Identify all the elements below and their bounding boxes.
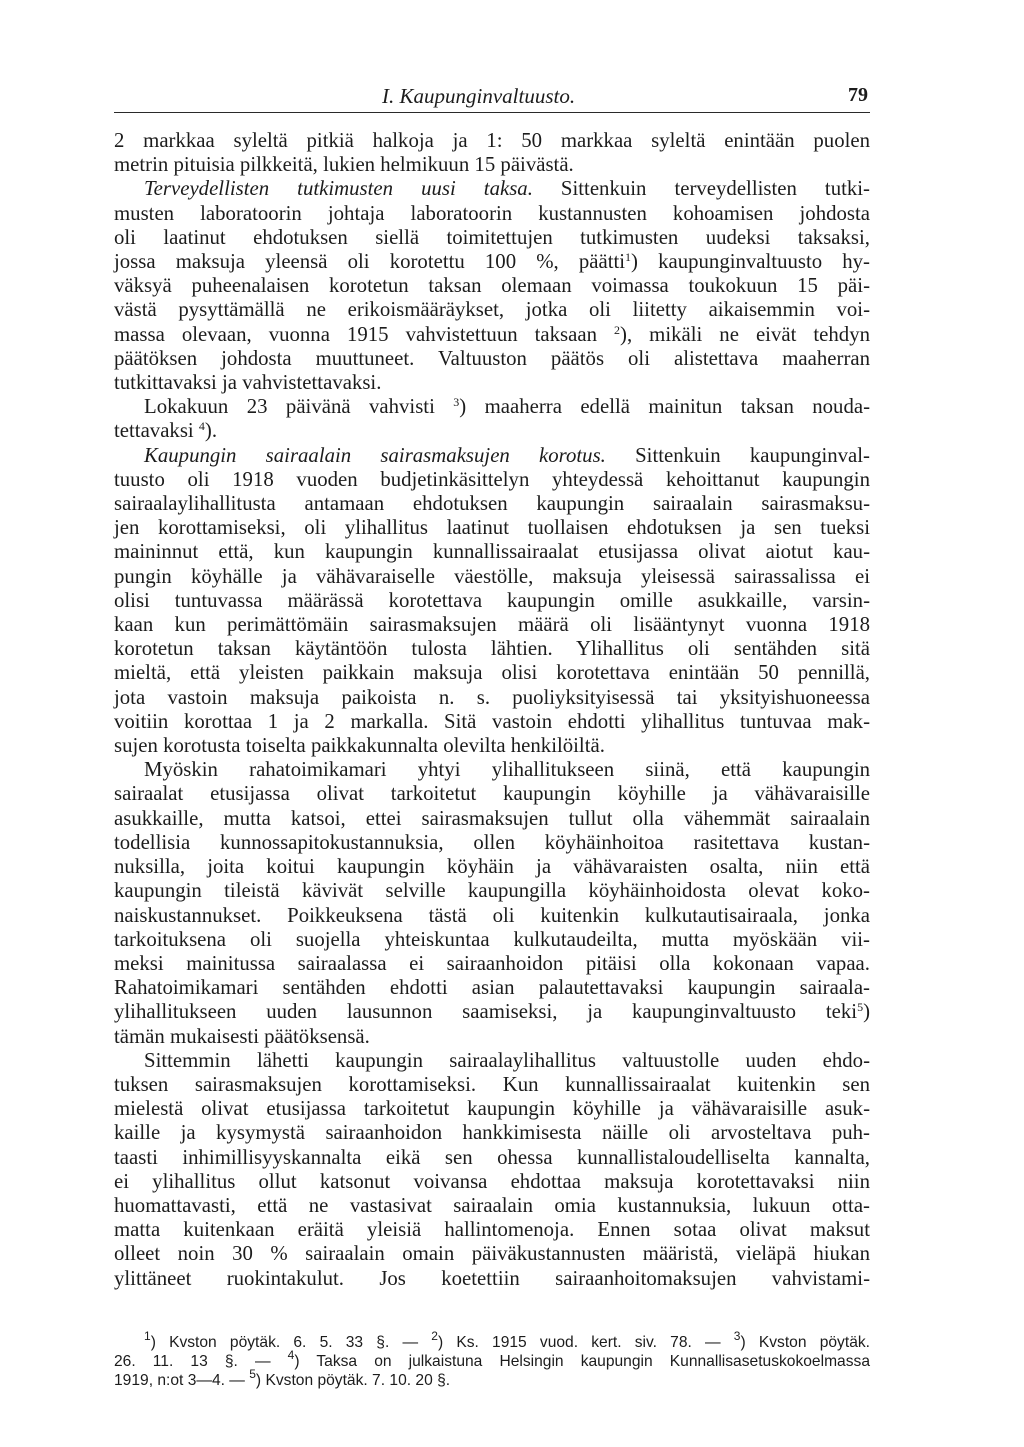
footnote-number: 1 <box>144 1328 151 1343</box>
text-line: tarkoituksena oli suojella yhteiskuntaa kulkutaudeilta, mutta myöskään vii- <box>114 927 870 951</box>
footnote-ref: 2 <box>614 322 621 337</box>
text-line: matta kuitenkaan eräitä yleisiä hallintomenoja. Ennen sotaa olivat maksut <box>114 1218 870 1242</box>
text-line: ei ylihallitus ollut katsonut voivansa ehdottaa maksuja korotettavaksi niin <box>114 1169 870 1193</box>
text-line: tuksen sairasmaksujen korottamiseksi. Kun kunnallissairaalat kuitenkin sen <box>114 1072 870 1096</box>
text-line: olisi tuntuvassa määrässä korotettava kaupungin omille asukkaille, varsin- <box>114 588 870 612</box>
italic-heading: Kaupungin sairaalain sairasmaksujen korotus. <box>144 443 606 467</box>
text-line: mielestä olivat etusijassa tarkoitetut kaupungin köyhille ja vähävaraisille asuk- <box>114 1097 870 1121</box>
text-line: Lokakuun 23 päivänä vahvisti $^3$) maaherra edellä mainitun taksan nouda- <box>144 395 870 419</box>
text-line: meksi mainitussa sairaalassa ei sairaanhoidon pitäisi olla kokonaan vapaa. <box>114 951 870 975</box>
text-line: kaupungin tileistä kävivät selville kaupungilla köyhäinhoidosta olevat koko- <box>114 879 870 903</box>
text-line: pungin köyhälle ja vähävaraiselle väestölle, maksuja yleisessä sairassalissa ei <box>114 564 870 588</box>
document-page <box>114 78 870 1390</box>
footnote-number: 5 <box>249 1366 256 1381</box>
text-line: västä pysyttämällä ne erikoismääräykset, jotka oli liitetty aikaisemmin voi- <box>114 298 870 322</box>
text-line: mieltä, että yleisten paikkain maksuja olisi korotettava enintään 50 pennillä, <box>114 661 870 685</box>
text-line: sairaalat etusijassa olivat tarkoitetut kaupungin köyhille ja vähävaraisille <box>114 782 870 806</box>
footnote-number: 2 <box>431 1328 438 1343</box>
text-line: Kaupungin sairaalain sairasmaksujen korotus. Sittenkuin kaupunginval- <box>144 443 870 467</box>
text-line: kaille ja kysymystä sairaanhoidon hankkimisesta näille oli arvosteltava puh- <box>114 1121 870 1145</box>
footnote-ref: 4 <box>198 419 205 434</box>
text-line: sairaalaylihallitusta antamaan ehdotuksen kaupungin sairaalain sairasmaksu- <box>114 492 870 516</box>
text-line: todellisia kunnossapitokustannuksia, ollen köyhäinhoitoa rasitettava kustan- <box>114 830 870 854</box>
text-line: korotetun taksan käytäntöön tulosta lähtien. Ylihallitus oli sentähden sitä <box>114 637 870 661</box>
footnote-ref: 5 <box>857 1000 864 1015</box>
footnote-number: 4 <box>287 1347 295 1362</box>
text-line: metrin pituisia pilkkeitä, lukien helmikuun 15 päivästä. <box>114 153 574 177</box>
text-line: kaan kun perimättömäin sairasmaksujen määrä oli lisääntynyt vuonna 1918 <box>114 613 870 637</box>
text-line: Myöskin rahatoimikamari yhtyi ylihallitukseen siinä, että kaupungin <box>144 758 870 782</box>
footnote-ref: 1 <box>625 250 632 265</box>
text-line: ylittäneet ruokintakulut. Jos koetettiin sairaanhoitomaksujen vahvistami- <box>114 1266 870 1290</box>
text-line: Sittemmin lähetti kaupungin sairaalaylihallitus valtuustolle uuden ehdo- <box>144 1048 870 1072</box>
text-line: oli laatinut ehdotuksen siellä toimitettujen tutkimusten uudeksi taksaksi, <box>114 225 870 249</box>
text-line: taasti inhimillisyyskannalta eikä sen ohessa kunnallistaloudelliselta kannalta, <box>114 1145 870 1169</box>
text-line: naiskustannukset. Poikkeuksena tästä oli kuitenkin kulkutautisairaala, jonka <box>114 903 870 927</box>
text-line: 2 markkaa syleltä pitkiä halkoja ja 1: 50 markkaa syleltä enintään puolen <box>114 129 870 152</box>
text-line: tettavaksi $^4$). <box>114 419 218 443</box>
page-number: 79 <box>848 84 868 106</box>
text-line: huomattavasti, että ne vastasivat sairaalain omia kustannuksia, lukuun otta- <box>114 1193 870 1217</box>
body-text <box>114 129 870 1291</box>
footnote-ref: 3 <box>453 395 460 410</box>
footnote-line: 1919, n:ot 3—4. — $^5$) Kvston pöytäk. 7. 10. 20 §. <box>114 1366 451 1389</box>
text-line: nuksilla, joita koitui kaupungin köyhäin ja vähävaraisten osalta, niin että <box>114 855 870 879</box>
text-line: asukkaille, mutta katsoi, ettei sairasmaksujen tullut olla vähemmät sairaalain <box>114 806 870 830</box>
text-line: maininnut että, kun kaupungin kunnallissairaalat etusijassa olivat aiotut kau- <box>114 540 870 564</box>
text-line: päätöksen johdosta muuttuneet. Valtuuston päätös oli alistettava maaherran <box>114 346 870 370</box>
text-line: tuusto oli 1918 vuoden budjetinkäsittelyn yhteydessä kehoittanut kaupungin <box>114 467 870 491</box>
text-line: Rahatoimikamari sentähden ehdotti asian palautettavaksi kaupungin sairaala- <box>114 976 870 1000</box>
footnote-line: $^1$) Kvston pöytäk. 6. 5. 33 §. — $^2$) Ks. 1915 vuod. kert. siv. 78. — $^3$) Kvston pöytäk. <box>144 1328 870 1351</box>
text-line: sujen korotusta toiselta paikkakunnalta olevilta henkilöiltä. <box>114 734 605 758</box>
text-line: tämän mukaisesti päätöksensä. <box>114 1024 370 1048</box>
text-line: väksyä puheenalaisen korotetun taksan olemaan voimassa toukokuun 15 päi- <box>114 274 870 298</box>
text-line: musten laboratoorin johtaja laboratoorin kustannusten kohoamisen johdosta <box>114 201 870 225</box>
italic-heading: Terveydellisten tutkimusten uusi taksa. <box>144 177 533 201</box>
page-header <box>114 78 870 113</box>
footnote-line: 26. 11. 13 §. — $^4$) Taksa on julkaistuna Helsingin kaupungin Kunnallisasetuskokoelmassa <box>114 1347 870 1370</box>
text-line: jota vastoin maksuja paikoista n. s. puoliyksityisessä tai yksityishuoneessa <box>114 685 870 709</box>
footnote-number: 3 <box>733 1328 741 1343</box>
text-line: tutkittavaksi ja vahvistettavaksi. <box>114 371 382 395</box>
text-line: Terveydellisten tutkimusten uusi taksa. Sittenkuin terveydellisten tutki- <box>144 177 870 201</box>
running-title: I. Kaupunginvaltuusto. <box>382 84 576 108</box>
text-line: jossa maksuja yleensä oli korotettu 100 %, päätti$^1$) kaupunginvaltuusto hy- <box>114 250 870 274</box>
footnotes <box>114 1328 870 1390</box>
text-line: olleet noin 30 % sairaalain omain päiväkustannusten määristä, vieläpä hiukan <box>114 1242 870 1266</box>
text-line: jen korottamiseksi, oli ylihallitus laatinut tuollaisen ehdotuksen ja sen tueksi <box>114 516 870 540</box>
text-line: massa olevaan, vuonna 1915 vahvistettuun taksaan $^2$), mikäli ne eivät tehdyn <box>114 322 870 346</box>
text-line: voitiin korottaa 1 ja 2 markalla. Sitä vastoin ehdotti ylihallitus tuntuvaa mak- <box>114 709 870 733</box>
text-line: ylihallitukseen uuden lausunnon saamiseksi, ja kaupunginvaltuusto teki$^5$) <box>114 1000 870 1024</box>
